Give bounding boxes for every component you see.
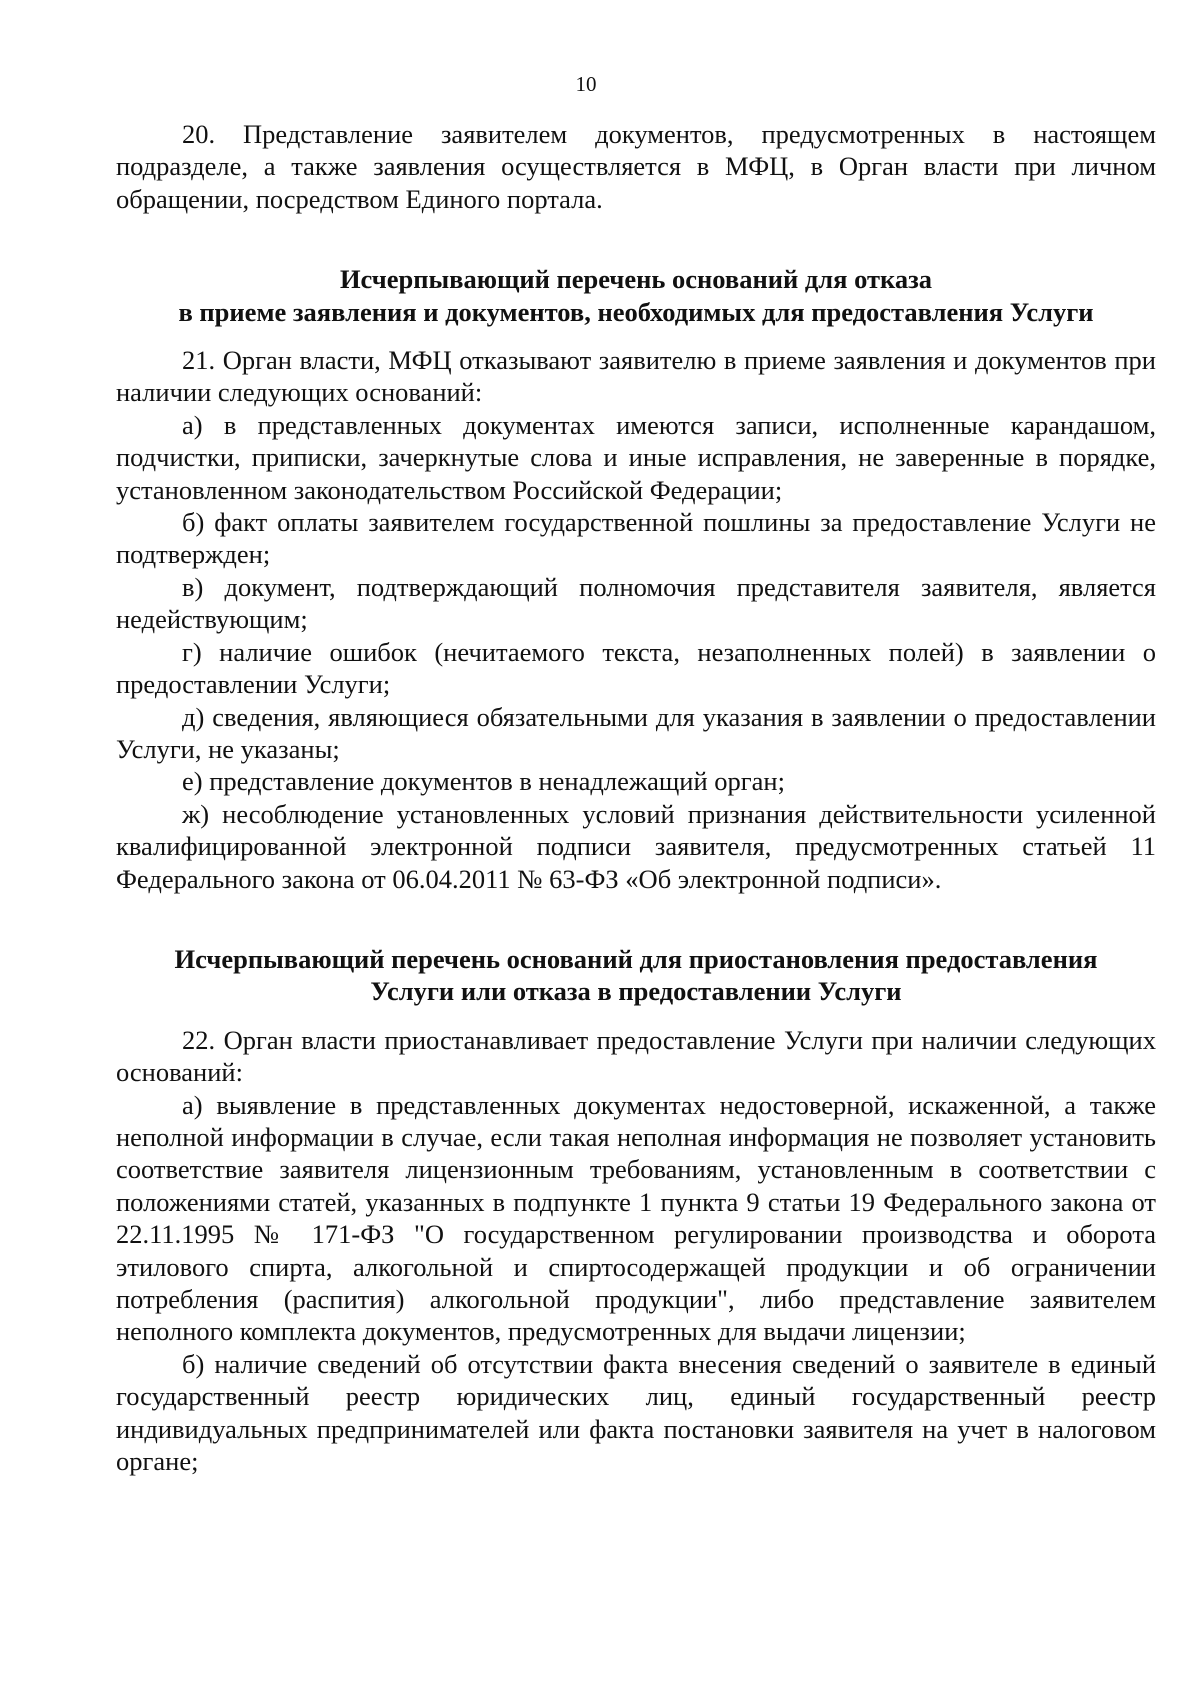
section-heading-line-1: Исчерпывающий перечень оснований для отказа bbox=[339, 264, 933, 295]
section-refusal-acceptance bbox=[116, 263, 1156, 895]
paragraph-21: 21. Орган власти, МФЦ отказывают заявителю в приеме заявления и документов при наличии следующих оснований: bbox=[116, 345, 1156, 408]
section-heading-line-1: Исчерпывающий перечень оснований для приостановления предоставления bbox=[174, 943, 1098, 974]
section-heading-line-2: Услуги или отказа в предоставлении Услуги bbox=[370, 976, 902, 1007]
section-suspension bbox=[116, 943, 1156, 1478]
list-item-d: д) сведения, являющиеся обязательными для указания в заявлении о предоставлении Услуги, не указаны; bbox=[116, 701, 1156, 764]
list-item-a: а) выявление в представленных документах недостоверной, искаженной, а также неполной информации в случае, если такая неполная информация не позволяет установить соответствие заявителя лицензионным требованиям, установленным в соответствии с положениями статей, указанных в подпункте 1 пункта 9 статьи 19 Федерального закона от 22.11.1995 № 171-ФЗ "О государственном регулировании производства и оборота этилового спирта, алкогольной и спиртосодержащей продукции и об ограничении потребления (распития) алкогольной продукции", либо представление заявителем неполного комплекта документов, предусмотренных для выдачи лицензии; bbox=[116, 1089, 1156, 1347]
list-item-v: в) документ, подтверждающий полномочия представителя заявителя, является недействующим; bbox=[116, 571, 1156, 635]
document-body bbox=[116, 118, 1156, 1477]
paragraph-20: 20. Представление заявителем документов, предусмотренных в настоящем подразделе, а также заявления осуществляется в МФЦ, в Орган власти при личном обращении, посредством Единого портала. bbox=[116, 119, 1156, 214]
list-item-a: а) в представленных документах имеются записи, исполненные карандашом, подчистки, приписки, зачеркнутые слова и иные исправления, не заверенные в порядке, установленном законодательством Российской Федерации; bbox=[116, 409, 1156, 505]
list-item-zh: ж) несоблюдение установленных условий признания действительности усиленной квалифицированной электронной подписи заявителя, предусмотренных статьей 11 Федерального закона от 06.04.2011 № 63-ФЗ «Об электронной подписи». bbox=[116, 798, 1156, 894]
list-item-g: г) наличие ошибок (нечитаемого текста, незаполненных полей) в заявлении о предоставлении Услуги; bbox=[116, 636, 1156, 700]
list-item-e: е) представление документов в ненадлежащий орган; bbox=[182, 766, 785, 797]
paragraph-22: 22. Орган власти приостанавливает предоставление Услуги при наличии следующих оснований: bbox=[116, 1024, 1156, 1088]
page-number: 10 bbox=[575, 72, 597, 96]
section-body bbox=[116, 344, 1156, 895]
section-heading-line-2: в приеме заявления и документов, необходимых для предоставления Услуги bbox=[178, 296, 1094, 327]
section-body bbox=[116, 1024, 1156, 1478]
list-item-b: б) факт оплаты заявителем государственной пошлины за предоставление Услуги не подтвержден; bbox=[116, 507, 1156, 570]
list-item-b: б) наличие сведений об отсутствии факта внесения сведений о заявителе в единый государственный реестр юридических лиц, единый государственный реестр индивидуальных предпринимателей или факта постановки заявителя на учет в налоговом органе; bbox=[116, 1348, 1156, 1477]
